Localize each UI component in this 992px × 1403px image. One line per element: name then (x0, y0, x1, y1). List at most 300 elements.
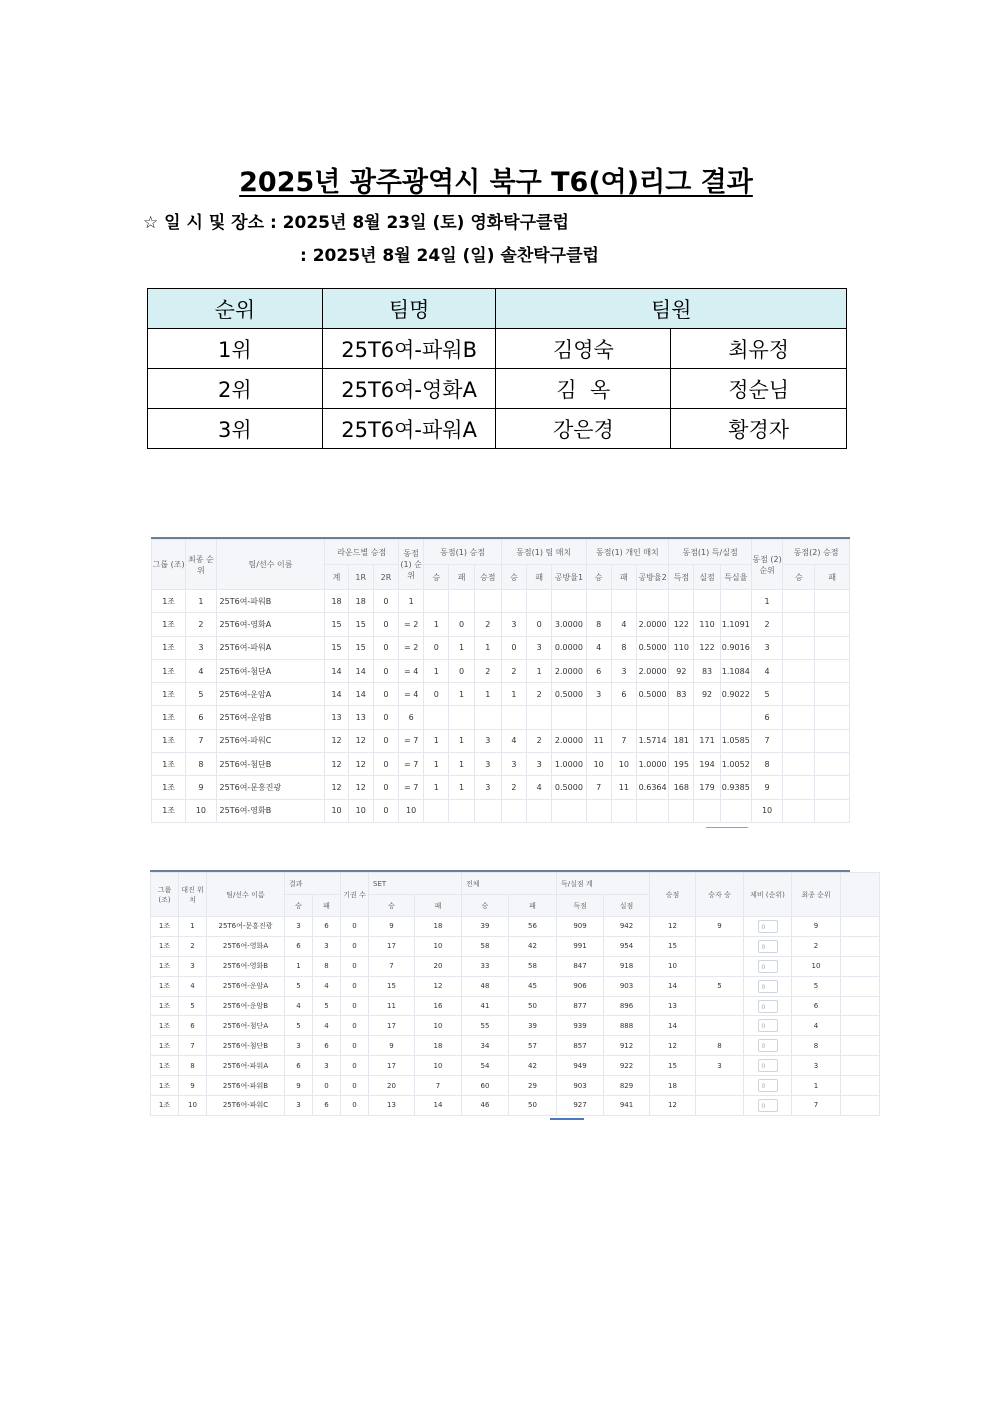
table-cell: 58 (462, 936, 509, 956)
header-tie1-rank: 동점 (1) 순위 (399, 540, 424, 590)
table-cell (501, 706, 526, 729)
table-cell: 4 (501, 729, 526, 752)
table-row (151, 956, 880, 976)
table-cell: 1조 (151, 1076, 179, 1096)
table-cell: 1조 (151, 1096, 179, 1116)
table-cell: 1조 (152, 683, 186, 706)
header-group: 그룹 (조) (151, 873, 179, 917)
table-cell (783, 706, 815, 729)
table-cell: 6 (285, 936, 313, 956)
team-name-cell: 25T6여-운암B (216, 706, 325, 729)
tiebreak-input-cell[interactable] (744, 956, 792, 976)
team-name-cell: 25T6여-영화A (207, 936, 285, 956)
table-cell: 12 (348, 753, 373, 776)
table-cell (783, 776, 815, 799)
table-cell: 54 (462, 1056, 509, 1076)
header-score-ratio: 득실율 (720, 565, 751, 590)
table-cell: 1 (474, 683, 501, 706)
table-cell: = 7 (399, 729, 424, 752)
table-cell (696, 936, 744, 956)
standings-screenshot (151, 537, 850, 828)
table-cell: 45 (509, 976, 557, 996)
table-cell: 12 (348, 776, 373, 799)
table-cell: 3 (527, 636, 552, 659)
result-header-row (148, 289, 847, 329)
table-cell: 909 (557, 917, 604, 937)
table-cell: 110 (694, 613, 720, 636)
table-cell: 3 (611, 659, 636, 682)
table-cell: 5 (179, 996, 207, 1016)
table-cell: 10 (415, 1056, 462, 1076)
table-cell: 2 (501, 776, 526, 799)
table-cell: 10 (792, 956, 841, 976)
table-cell: 2.0000 (636, 613, 668, 636)
table-cell: 42 (509, 936, 557, 956)
schedule-line-1: ☆ 일 시 및 장소 : 2025년 8월 23일 (토) 영화탁구클럽 (143, 213, 569, 233)
table-cell: 2 (474, 659, 501, 682)
team-name-cell: 25T6여-첨단B (216, 753, 325, 776)
table-cell: 3 (186, 636, 216, 659)
table-row (151, 917, 880, 937)
result-row (148, 369, 847, 409)
table-cell: 1조 (152, 729, 186, 752)
spacer-cell (841, 1036, 880, 1056)
table-cell (783, 613, 815, 636)
table-cell: 1조 (151, 976, 179, 996)
header-win: 승 (586, 565, 611, 590)
header-tie2-rank: 동점 (2) 순위 (751, 540, 782, 590)
table-cell: 15 (348, 636, 373, 659)
table-cell: 50 (509, 1096, 557, 1116)
table-cell: 6 (285, 1056, 313, 1076)
table-cell (694, 706, 720, 729)
table-cell: 1조 (151, 956, 179, 976)
member-cell: 김영숙 (496, 329, 671, 369)
document-title: 2025년 광주광역시 북구 T6(여)리그 결과 (239, 167, 753, 198)
table-cell: 3 (285, 1036, 313, 1056)
table-cell (669, 706, 694, 729)
table-cell: 1 (751, 590, 782, 613)
table-cell: 9 (369, 917, 415, 937)
table-cell: 6 (792, 996, 841, 1016)
table-cell: 888 (604, 1016, 650, 1036)
table-cell: 0.0000 (552, 636, 586, 659)
table-cell: 0 (341, 976, 369, 996)
table-cell: 3 (501, 753, 526, 776)
table-row (151, 936, 880, 956)
table-cell: 6 (313, 1036, 341, 1056)
header-win: 승 (424, 565, 449, 590)
table-row (151, 1096, 880, 1116)
header-1r: 1R (348, 565, 373, 590)
table-cell: 12 (650, 1096, 696, 1116)
table-cell: 3 (285, 917, 313, 937)
table-cell (694, 799, 720, 822)
tiebreak-input-cell[interactable] (744, 1056, 792, 1076)
table-cell: 17 (369, 936, 415, 956)
table-cell: 8 (179, 1056, 207, 1076)
header-loss: 패 (815, 565, 850, 590)
table-cell (449, 706, 474, 729)
table-cell: 83 (669, 683, 694, 706)
table-cell (783, 590, 815, 613)
table-cell: 5 (285, 976, 313, 996)
table-cell: 17 (369, 1016, 415, 1036)
table-cell (815, 729, 850, 752)
table-row (152, 799, 850, 822)
header-loss: 패 (313, 895, 341, 917)
table-cell: 14 (325, 659, 348, 682)
table-cell (611, 590, 636, 613)
table-cell: 5 (751, 683, 782, 706)
table-row (152, 776, 850, 799)
table-cell: 847 (557, 956, 604, 976)
table-cell: 0 (373, 590, 398, 613)
table-cell (696, 996, 744, 1016)
table-cell (696, 1096, 744, 1116)
table-cell: 4 (751, 659, 782, 682)
table-cell: 3 (527, 753, 552, 776)
table-cell: 12 (650, 917, 696, 937)
table-cell (636, 799, 668, 822)
table-cell: 60 (462, 1076, 509, 1096)
table-cell: 50 (509, 996, 557, 1016)
table-cell: 906 (557, 976, 604, 996)
table-cell (474, 706, 501, 729)
member-cell: 강은경 (496, 409, 671, 449)
table-cell: 0 (341, 1056, 369, 1076)
table-cell: 12 (325, 776, 348, 799)
table-cell: 2 (527, 729, 552, 752)
table-cell (501, 799, 526, 822)
table-cell: 92 (669, 659, 694, 682)
header-points: 승점 (650, 873, 696, 917)
table-cell (424, 799, 449, 822)
horizontal-scrollbar[interactable] (706, 827, 748, 828)
table-cell (586, 799, 611, 822)
table-cell: 0.5000 (552, 776, 586, 799)
table-cell: 10 (415, 1016, 462, 1036)
table-cell: 12 (325, 753, 348, 776)
table-cell: 0 (373, 613, 398, 636)
header-tie1-points: 동점(1) 승점 (424, 540, 502, 565)
table-cell (449, 590, 474, 613)
table-cell: 1 (186, 590, 216, 613)
table-cell (424, 590, 449, 613)
table-cell: 1 (527, 659, 552, 682)
table-cell (552, 590, 586, 613)
table-cell: 3 (751, 636, 782, 659)
table-cell: 56 (509, 917, 557, 937)
table-cell: 6 (313, 917, 341, 937)
table-cell: 0.9016 (720, 636, 751, 659)
table-cell: 7 (415, 1076, 462, 1096)
table-cell: 0 (449, 613, 474, 636)
tiebreak-input[interactable]: 0 (758, 1079, 778, 1092)
table-cell: 39 (509, 1016, 557, 1036)
table-cell: 949 (557, 1056, 604, 1076)
table-cell: 194 (694, 753, 720, 776)
table-cell (586, 706, 611, 729)
table-cell: 1 (424, 613, 449, 636)
header-score-total: 득/실점 계 (557, 873, 650, 895)
result-row (148, 329, 847, 369)
team-name-cell: 25T6여-파워B (216, 590, 325, 613)
tiebreak-input-cell[interactable] (744, 917, 792, 937)
table-cell: 7 (751, 729, 782, 752)
header-forfeit: 기권 수 (341, 873, 369, 917)
table-row (151, 996, 880, 1016)
table-cell: 13 (348, 706, 373, 729)
table-cell: 3 (501, 613, 526, 636)
header-scored: 득점 (557, 895, 604, 917)
team-name-cell: 25T6여-파워B (207, 1076, 285, 1096)
table-cell: 927 (557, 1096, 604, 1116)
table-cell: 15 (369, 976, 415, 996)
team-cell: 25T6여-파워A (322, 409, 496, 449)
table-cell: 2 (527, 683, 552, 706)
tiebreak-input[interactable]: 0 (758, 960, 778, 973)
tiebreak-input[interactable]: 0 (758, 940, 778, 953)
table-cell: 4 (186, 659, 216, 682)
header-final-rank: 최종 순위 (792, 873, 841, 917)
tiebreak-input-cell[interactable] (744, 996, 792, 1016)
table-cell: 34 (462, 1036, 509, 1056)
table-cell: 0 (373, 729, 398, 752)
header-loss: 패 (611, 565, 636, 590)
table-cell: 1 (792, 1076, 841, 1096)
table-cell: 1.0000 (552, 753, 586, 776)
table-cell (696, 956, 744, 976)
table-cell: 1 (501, 683, 526, 706)
table-cell: 1 (424, 753, 449, 776)
table-cell: 2 (751, 613, 782, 636)
header-members: 팀원 (496, 289, 847, 329)
tiebreak-input-cell[interactable] (744, 1016, 792, 1036)
table-cell: 10 (586, 753, 611, 776)
table-cell: 896 (604, 996, 650, 1016)
table-row (151, 1076, 880, 1096)
table-cell: 1조 (152, 613, 186, 636)
table-cell: 1조 (152, 636, 186, 659)
header-total-win: 승 (462, 895, 509, 917)
table-cell: 9 (179, 1076, 207, 1096)
team-name-cell: 25T6여-파워A (216, 636, 325, 659)
table-cell: 10 (179, 1096, 207, 1116)
table-cell (815, 636, 850, 659)
table-cell: 2 (792, 936, 841, 956)
team-name-cell: 25T6여-파워C (216, 729, 325, 752)
tiebreak-input-cell[interactable] (744, 1096, 792, 1116)
table-cell (527, 799, 552, 822)
table-cell: 0 (424, 683, 449, 706)
table-cell (815, 753, 850, 776)
team-name-cell: 25T6여-영화B (216, 799, 325, 822)
tiebreak-input[interactable]: 0 (758, 1019, 778, 1032)
table-cell: 2 (179, 936, 207, 956)
table-cell: 903 (604, 976, 650, 996)
table-cell (611, 706, 636, 729)
tiebreak-input[interactable]: 0 (758, 980, 778, 993)
table-cell: 55 (462, 1016, 509, 1036)
table-cell: 6 (179, 1016, 207, 1036)
table-cell: 4 (527, 776, 552, 799)
table-cell (636, 590, 668, 613)
table-cell: 168 (669, 776, 694, 799)
table-cell: 1.5714 (636, 729, 668, 752)
table-cell: 0 (373, 659, 398, 682)
table-row (151, 1056, 880, 1076)
table-cell: 5 (285, 1016, 313, 1036)
table-cell (449, 799, 474, 822)
table-cell (815, 683, 850, 706)
table-cell: 1 (424, 776, 449, 799)
table-cell: 6 (186, 706, 216, 729)
table-cell: 829 (604, 1076, 650, 1096)
table-cell: 8 (696, 1036, 744, 1056)
table-cell: 1 (424, 659, 449, 682)
table-cell: 5 (186, 683, 216, 706)
tiebreak-input[interactable]: 0 (758, 1000, 778, 1013)
team-name-cell: 25T6여-운암A (207, 976, 285, 996)
table-cell: 122 (694, 636, 720, 659)
tiebreak-input[interactable]: 0 (758, 1099, 778, 1112)
table-cell: 1 (474, 636, 501, 659)
table-cell (783, 659, 815, 682)
table-cell: 9 (751, 776, 782, 799)
header-winner-win: 승자 승 (696, 873, 744, 917)
header-round-points: 라운드별 승점 (325, 540, 399, 565)
table-cell: 195 (669, 753, 694, 776)
table-cell: 0.5000 (636, 683, 668, 706)
header-team: 팀/선수 이름 (207, 873, 285, 917)
table-cell: 8 (792, 1036, 841, 1056)
table-cell: 10 (348, 799, 373, 822)
table-row (152, 636, 850, 659)
header-draw-position: 대진 위치 (179, 873, 207, 917)
table-cell: 6 (399, 706, 424, 729)
spacer-cell (841, 936, 880, 956)
table-cell (669, 590, 694, 613)
table-cell: 9 (696, 917, 744, 937)
team-name-cell: 25T6여-운암A (216, 683, 325, 706)
table-cell: 0 (373, 753, 398, 776)
table-cell: 15 (325, 613, 348, 636)
header-team: 팀명 (322, 289, 496, 329)
table-cell: 48 (462, 976, 509, 996)
table-cell: 12 (415, 976, 462, 996)
table-cell: 1조 (151, 996, 179, 1016)
header-loss: 패 (449, 565, 474, 590)
table-cell: = 2 (399, 613, 424, 636)
table-cell: 0.5000 (552, 683, 586, 706)
schedule-line-2: : 2025년 8월 24일 (일) 솔찬탁구클럽 (300, 246, 599, 266)
header-tie2-points: 동점(2) 승점 (783, 540, 850, 565)
table-cell: 33 (462, 956, 509, 976)
table-cell: = 7 (399, 776, 424, 799)
table-row (152, 613, 850, 636)
table-cell: 1.1084 (720, 659, 751, 682)
table-cell: 8 (586, 613, 611, 636)
table-cell: 3 (586, 683, 611, 706)
table-cell: 4 (313, 1016, 341, 1036)
table-cell: 18 (650, 1076, 696, 1096)
table-cell: = 4 (399, 659, 424, 682)
table-cell: 4 (179, 976, 207, 996)
team-name-cell: 25T6여-문흥진광 (216, 776, 325, 799)
spacer-cell (841, 1096, 880, 1116)
header-total-loss: 패 (509, 895, 557, 917)
header-win: 승 (285, 895, 313, 917)
table-cell: 18 (325, 590, 348, 613)
table-row (151, 1036, 880, 1056)
table-row (151, 976, 880, 996)
table-cell: 0 (341, 996, 369, 1016)
table-cell: 11 (611, 776, 636, 799)
tiebreak-input-cell[interactable] (744, 1036, 792, 1056)
table-cell: 13 (369, 1096, 415, 1116)
table-cell: 7 (369, 956, 415, 976)
table-cell: 3.0000 (552, 613, 586, 636)
header-group: 그룹 (조) (152, 540, 186, 590)
table-cell: 29 (509, 1076, 557, 1096)
horizontal-scrollbar[interactable] (550, 1118, 584, 1120)
table-cell (611, 799, 636, 822)
table-cell (783, 636, 815, 659)
table-cell: 941 (604, 1096, 650, 1116)
table-cell: 20 (369, 1076, 415, 1096)
table-cell (783, 683, 815, 706)
header-set-win: 승 (369, 895, 415, 917)
tiebreak-input-cell[interactable] (744, 976, 792, 996)
table-cell: 181 (669, 729, 694, 752)
table-cell: 5 (792, 976, 841, 996)
member-cell: 최유정 (671, 329, 847, 369)
table-cell: 13 (650, 996, 696, 1016)
tiebreak-input-cell[interactable] (744, 936, 792, 956)
table-cell: 20 (415, 956, 462, 976)
table-cell (783, 729, 815, 752)
table-cell: 0.6364 (636, 776, 668, 799)
table-cell: 922 (604, 1056, 650, 1076)
table-cell: = 7 (399, 753, 424, 776)
table-cell: 0 (373, 706, 398, 729)
tiebreak-input[interactable]: 0 (758, 1039, 778, 1052)
table-row (152, 590, 850, 613)
table-cell: 912 (604, 1036, 650, 1056)
tiebreak-input[interactable]: 0 (758, 1059, 778, 1072)
table-cell: 14 (325, 683, 348, 706)
table-cell: 1조 (151, 1036, 179, 1056)
header-tie1-score: 동점(1) 득/실점 (669, 540, 752, 565)
table-cell (527, 706, 552, 729)
table-cell: 0.9022 (720, 683, 751, 706)
member-cell: 정순님 (671, 369, 847, 409)
header-win: 승 (783, 565, 815, 590)
table-cell: 942 (604, 917, 650, 937)
table-cell: 2.0000 (552, 729, 586, 752)
header-win: 승 (501, 565, 526, 590)
tiebreak-input[interactable]: 0 (758, 920, 778, 933)
table-cell: 2.0000 (552, 659, 586, 682)
table-cell: 0 (313, 1076, 341, 1096)
table-cell: 1조 (152, 753, 186, 776)
table-cell: 1 (449, 729, 474, 752)
table-cell: 39 (462, 917, 509, 937)
tiebreak-input-cell[interactable] (744, 1076, 792, 1096)
spacer-cell (841, 1016, 880, 1036)
table-row (152, 729, 850, 752)
